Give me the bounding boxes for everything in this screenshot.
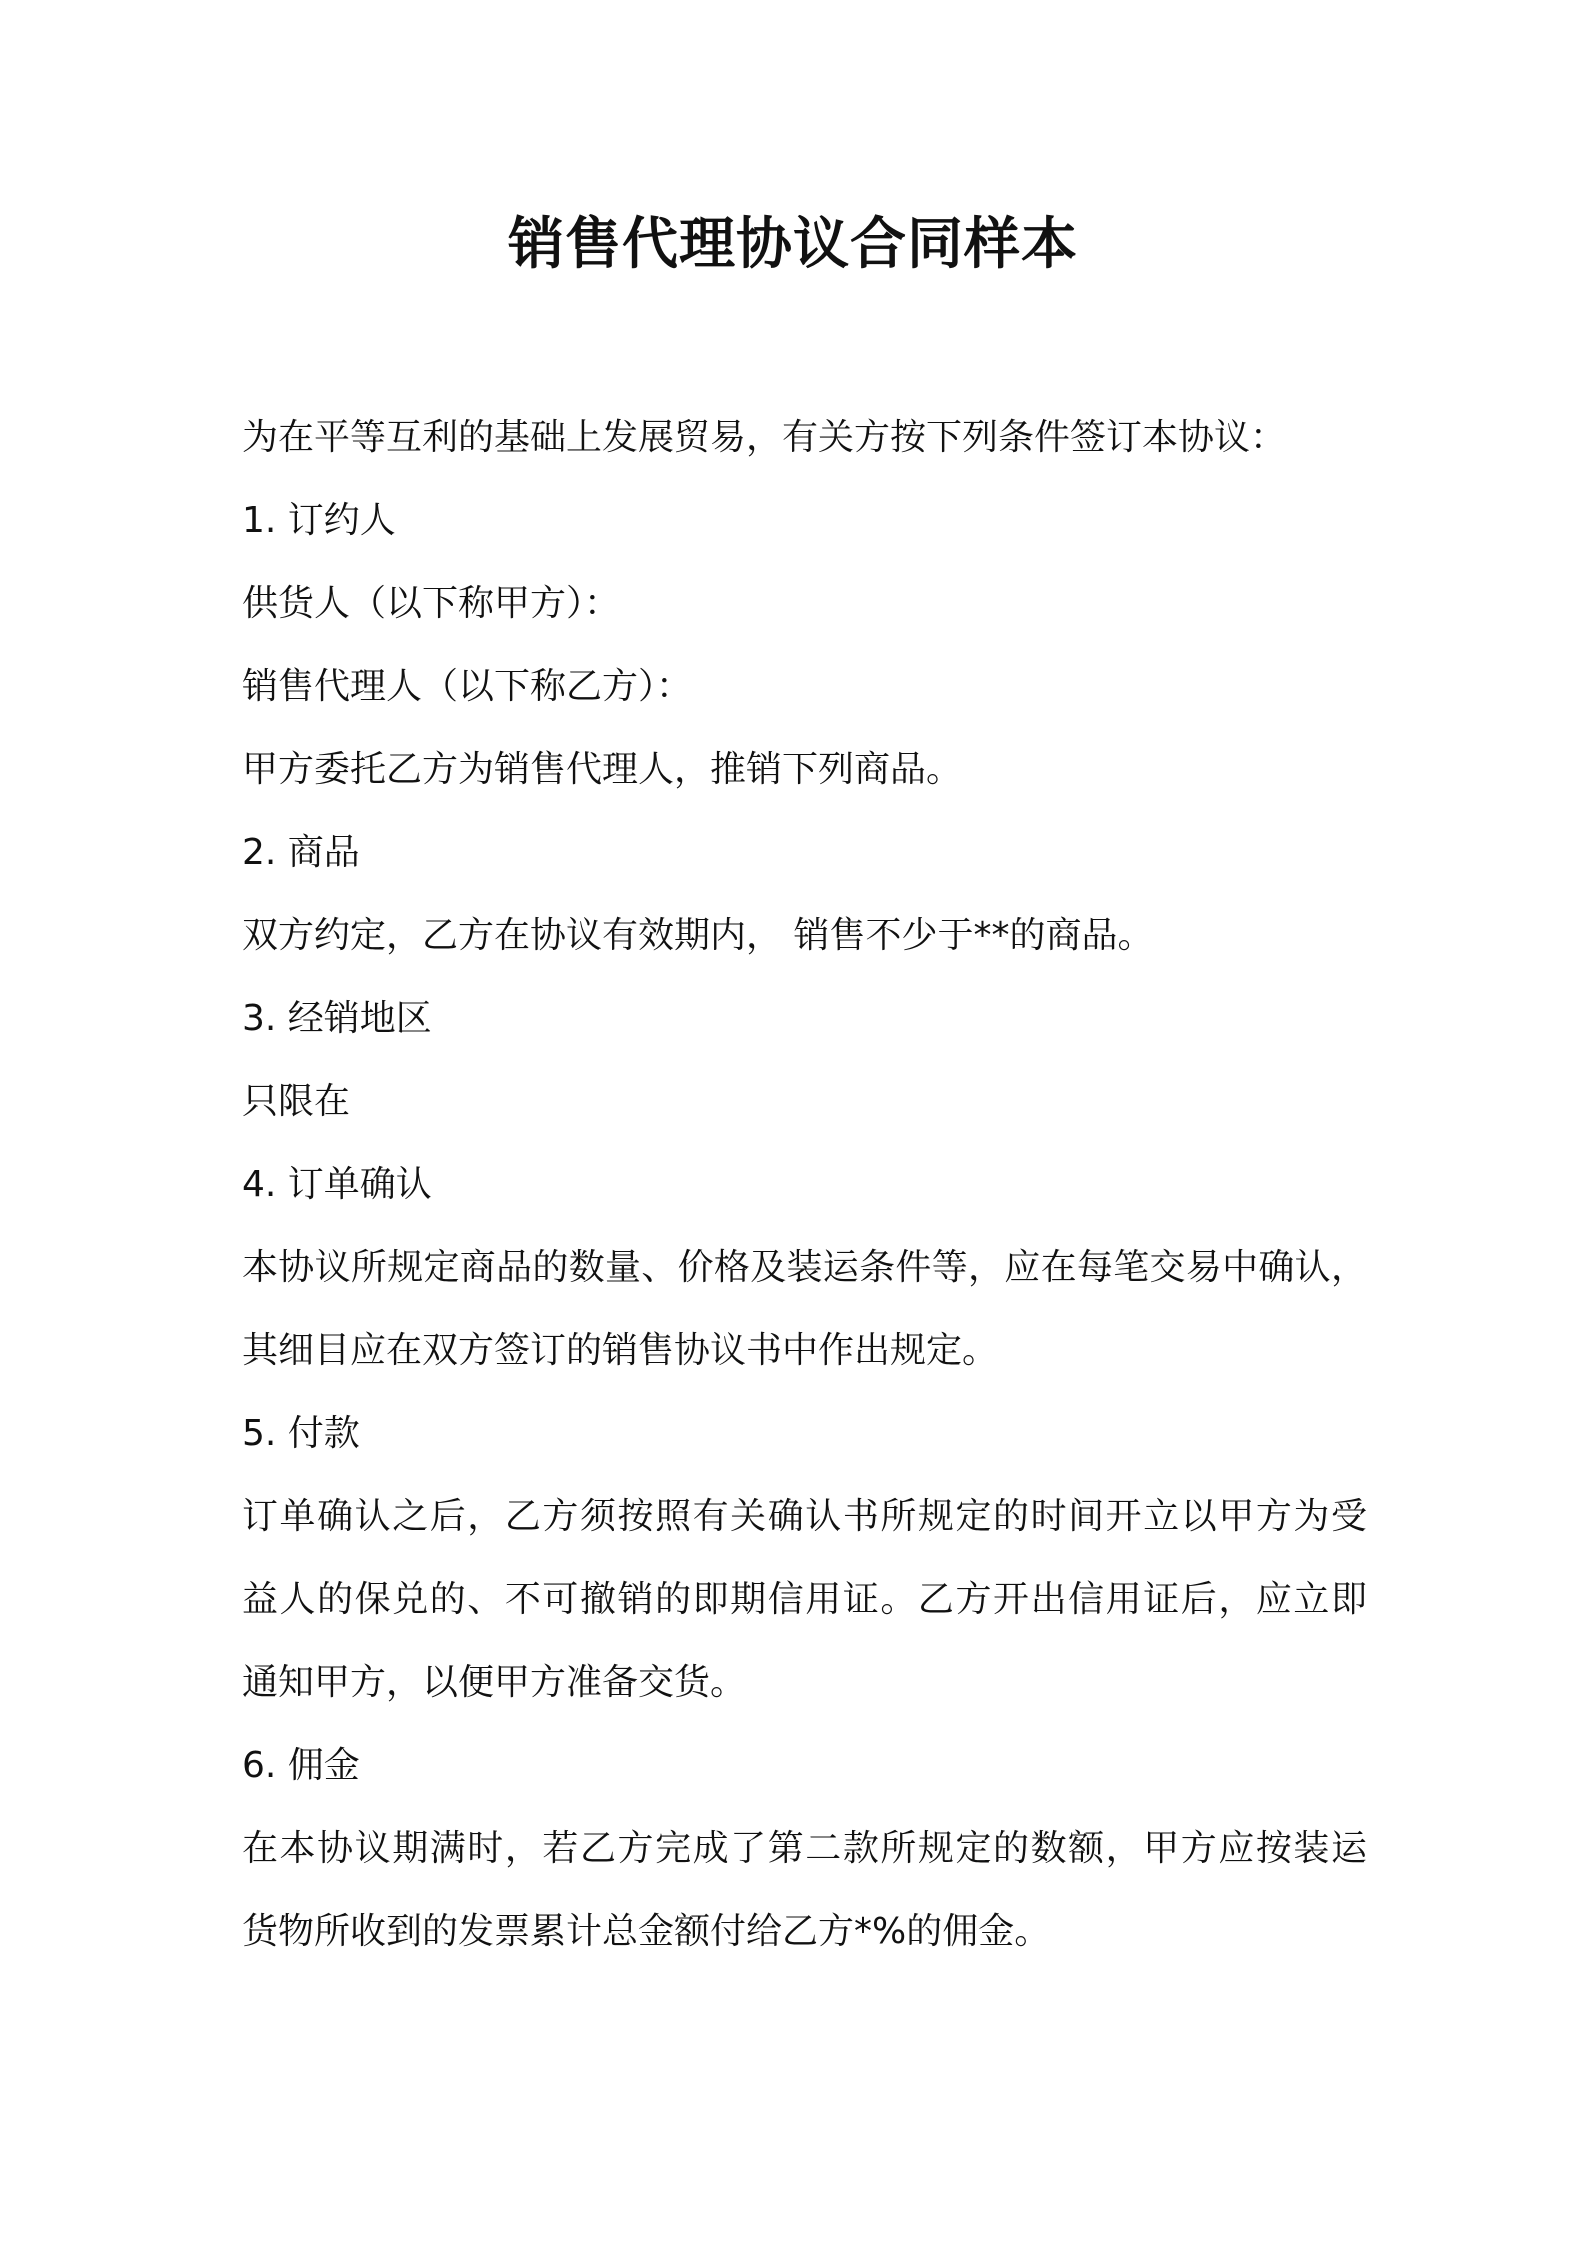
section-heading-parties: 1. 订约人 bbox=[242, 500, 396, 541]
document-body bbox=[242, 396, 1367, 1973]
section-heading-order-confirmation: 4. 订单确认 bbox=[242, 1164, 432, 1205]
document-title: 销售代理协议合同样本 bbox=[508, 212, 1078, 277]
goods-line: 双方约定，乙方在协议有效期内， 销售不少于**的商品。 bbox=[242, 915, 1154, 956]
agent-line: 销售代理人（以下称乙方）： bbox=[242, 666, 693, 707]
section-heading-payment: 5. 付款 bbox=[242, 1413, 360, 1454]
payment-line-3: 通知甲方，以便甲方准备交货。 bbox=[242, 1662, 747, 1703]
entrust-line: 甲方委托乙方为销售代理人，推销下列商品。 bbox=[242, 749, 963, 790]
commission-line-1: 在本协议期满时，若乙方完成了第二款所规定的数额，甲方应按装运 bbox=[242, 1828, 1367, 1869]
section-heading-goods: 2. 商品 bbox=[242, 832, 360, 873]
intro-line: 为在平等互利的基础上发展贸易，有关方按下列条件签订本协议： bbox=[242, 417, 1287, 458]
order-confirmation-line-1: 本协议所规定商品的数量、价格及装运条件等，应在每笔交易中确认， bbox=[242, 1247, 1367, 1288]
commission-line-2: 货物所收到的发票累计总金额付给乙方*%的佣金。 bbox=[242, 1911, 1051, 1952]
section-heading-territory: 3. 经销地区 bbox=[242, 998, 432, 1039]
territory-line: 只限在 bbox=[242, 1081, 351, 1122]
section-heading-commission: 6. 佣金 bbox=[242, 1745, 360, 1786]
payment-line-2: 益人的保兑的、不可撤销的即期信用证。乙方开出信用证后，应立即 bbox=[242, 1579, 1367, 1620]
supplier-line: 供货人（以下称甲方）： bbox=[242, 583, 621, 624]
order-confirmation-line-2: 其细目应在双方签订的销售协议书中作出规定。 bbox=[242, 1330, 999, 1371]
payment-line-1: 订单确认之后，乙方须按照有关确认书所规定的时间开立以甲方为受 bbox=[242, 1496, 1367, 1537]
